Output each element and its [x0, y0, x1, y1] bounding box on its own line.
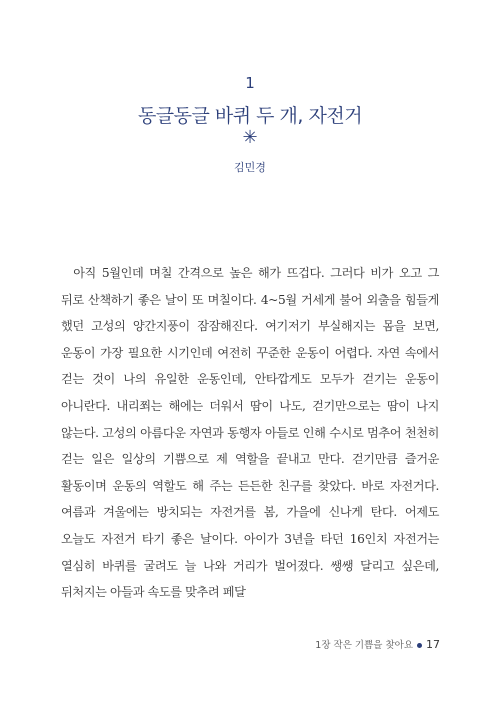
bullet-icon — [417, 643, 422, 648]
chapter-number: 1 — [245, 74, 255, 92]
body-paragraph: 아직 5월인데 며칠 간격으로 높은 해가 뜨겁다. 그러다 비가 오고 그 뒤로 산책하기 좋은 날이 또 며칠이다. 4~5월 거세게 불어 외출을 힘들게 했던 고성의 양간지풍이 잠잠해진다. 여기저기 부실해지는 몸을 보면, 운동이 가장 필요한 시기인데 여전히 꾸준한 운동이 어렵다. 자연 속에서 걷는 것이 나의 유일한 운동인데, 안타깝게도 모두가 걷기는 운동이 아니란다. 내리쬐는 해에는 더워서 땀이 나도, 걷기만으로는 땀이 나지 않는다. 고성의 아름다운 자연과 동행자 아들로 인해 수시로 멈추어 천천히 걷는 일은 일상의 기쁨으로 제 역할을 끝내고 만다. 걷기만큼 즐거운 활동이며 운동의 역할도 해 주는 든든한 친구를 찾았다. 바로 자전거다. 여름과 겨울에는 방치되는 자전거를 봄, 가을에 신나게 탄다. 어제도 오늘도 자전거 타기 좋은 날이다. 아이가 3년을 타던 16인치 자전거는 열심히 바퀴를 굴려도 늘 나와 거리가 벌어졌다. 쌩쌩 달리고 싶은데, 뒤처지는 아들과 속도를 맞추려 페달 — [61, 266, 439, 600]
chapter-title: 동글동글 바퀴 두 개, 자전거 — [137, 105, 363, 127]
running-chapter-label: 1장 작은 기쁨을 찾아요 — [315, 640, 413, 651]
asterisk-ornament-icon: ✳ — [242, 127, 258, 148]
page-number: 17 — [426, 638, 440, 651]
page-footer — [315, 637, 440, 651]
author-name: 김민경 — [234, 161, 266, 174]
